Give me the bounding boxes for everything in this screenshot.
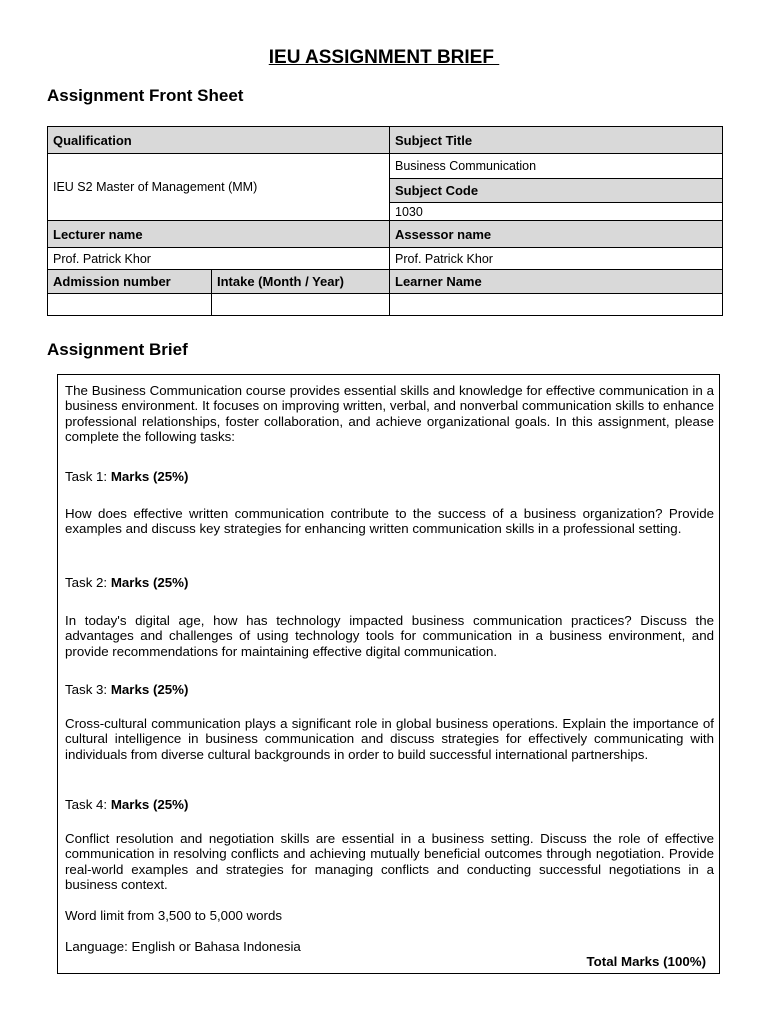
word-limit: Word limit from 3,500 to 5,000 words xyxy=(65,908,283,923)
lecturer-value: Prof. Patrick Khor xyxy=(48,248,390,270)
language: Language: English or Bahasa Indonesia xyxy=(65,939,301,954)
task-1-question: How does effective written communication contribute to the success of a business organization? Provide examples and discuss key strategies for enhancing written communication skills in a professional setting. xyxy=(65,506,714,537)
intake-label: Intake (Month / Year) xyxy=(212,270,390,294)
task-1-prefix: Task 1: xyxy=(65,469,111,484)
assignment-brief-box xyxy=(57,374,720,974)
intake-value xyxy=(212,294,390,316)
task-4-prefix: Task 4: xyxy=(65,797,111,812)
lecturer-label: Lecturer name xyxy=(48,221,390,248)
task-4-marks: Marks (25%) xyxy=(110,797,189,812)
admission-number-value xyxy=(48,294,212,316)
task-3-prefix: Task 3: xyxy=(65,682,111,697)
task-3-heading xyxy=(65,682,188,697)
front-sheet-table xyxy=(47,126,723,316)
total-marks: Total Marks (100%) xyxy=(586,954,706,969)
front-sheet-heading: Assignment Front Sheet xyxy=(47,86,244,105)
assessor-label: Assessor name xyxy=(390,221,723,248)
task-1-marks: Marks (25%) xyxy=(110,469,189,484)
subject-code-value: 1030 xyxy=(390,203,723,221)
subject-title-label: Subject Title xyxy=(390,127,723,154)
page-title: IEU ASSIGNMENT BRIEF xyxy=(268,47,500,68)
subject-code-label: Subject Code xyxy=(390,179,723,203)
assignment-brief-heading: Assignment Brief xyxy=(47,340,188,359)
admission-number-label: Admission number xyxy=(48,270,212,294)
learner-name-value xyxy=(390,294,723,316)
qualification-label: Qualification xyxy=(48,127,390,154)
task-3-marks: Marks (25%) xyxy=(110,682,189,697)
task-3-question: Cross-cultural communication plays a significant role in global business operations. Explain the importance of cultural intelligence in business communication and discuss strategies for effectively communicating with individuals from diverse cultural backgrounds in order to build successful international partnerships. xyxy=(65,716,714,762)
task-2-prefix: Task 2: xyxy=(65,575,111,590)
task-4-question: Conflict resolution and negotiation skills are essential in a business setting. Discuss the role of effective communication in resolving conflicts and achieving mutually beneficial outcomes through negotiation. Provide real-world examples and strategies for managing conflicts and conducting successful negotiations in a business context. xyxy=(65,831,714,892)
task-2-question: In today's digital age, how has technology impacted business communication practices? Discuss the advantages and challenges of using technology tools for communication in a business environment, and provide recommendations for maintaining effective digital communication. xyxy=(65,613,714,659)
task-2-marks: Marks (25%) xyxy=(110,575,189,590)
assessor-value: Prof. Patrick Khor xyxy=(390,248,723,270)
task-4-heading xyxy=(65,797,188,812)
qualification-value: IEU S2 Master of Management (MM) xyxy=(48,154,390,221)
subject-title-value: Business Communication xyxy=(390,154,723,179)
task-2-heading xyxy=(65,575,188,590)
task-1-heading xyxy=(65,469,188,484)
brief-intro: The Business Communication course provides essential skills and knowledge for effective communication in a business environment. It focuses on improving written, verbal, and nonverbal communication skills to enhance professional relationships, foster collaboration, and achieve organizational goals. In this assignment, please complete the following tasks: xyxy=(65,383,714,444)
learner-name-label: Learner Name xyxy=(390,270,723,294)
